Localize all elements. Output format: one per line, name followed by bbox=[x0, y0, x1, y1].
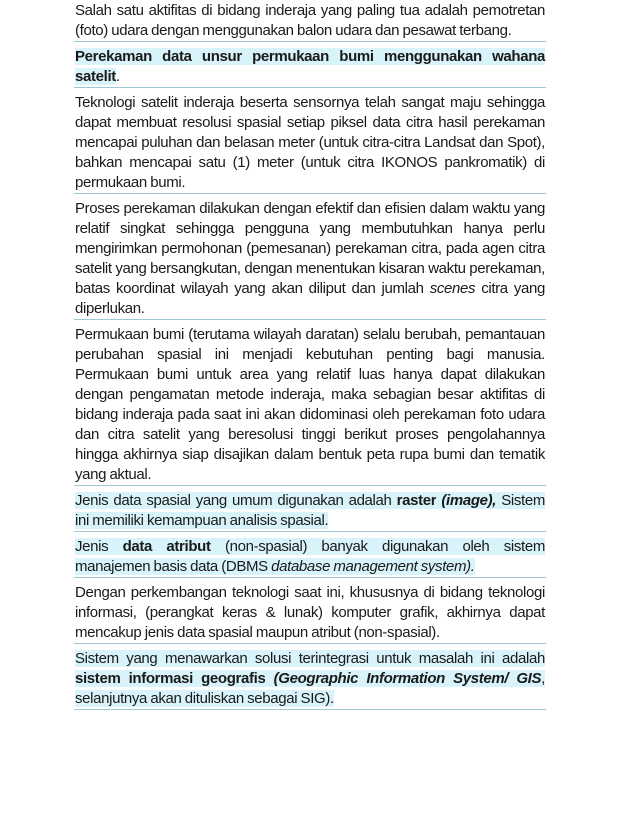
paragraph-text: Dengan perkembangan teknologi saat ini, khususnya di bidang teknologi informasi, (perangkat keras & lunak) komputer grafik, akhirnya dapat mencakup jenis data spasial maupun atribut (non-spasial). bbox=[75, 584, 545, 641]
paragraph-technology-development bbox=[74, 583, 546, 644]
paragraph-attribute-data bbox=[74, 537, 546, 578]
paragraph-text: , selanjutnya akan dituliskan sebagai SIG). bbox=[75, 670, 545, 707]
paragraph-gis-solution bbox=[74, 649, 546, 710]
paragraph-text: citra yang diperlukan. bbox=[75, 280, 545, 317]
paragraph-text: (non-spasial) banyak digunakan oleh sistem manajemen basis data (DBMS bbox=[75, 538, 545, 575]
paragraph-text: Teknologi satelit inderaja beserta sensornya telah sangat maju sehingga dapat membuat resolusi spasial setiap piksel data citra hasil perekaman mencapai puluhan dan belasan meter (untuk citra-citra Landsat dan Spot), bahkan mencapai satu (1) meter (untuk citra IKONOS pankromatik) di permukaan bumi. bbox=[75, 94, 545, 191]
italic-term: database management system). bbox=[271, 558, 475, 575]
document-page bbox=[74, 0, 546, 715]
paragraph-text bbox=[265, 670, 273, 687]
paragraph-text: Salah satu aktifitas di bidang inderaja yang paling tua adalah pemotretan (foto) udara dengan menggunakan balon udara dan pesawat terbang. bbox=[75, 2, 545, 39]
bold-term: raster bbox=[396, 492, 437, 509]
bold-term: sistem informasi geografis bbox=[75, 670, 266, 687]
paragraph-text: . bbox=[115, 68, 120, 85]
italic-term: scenes bbox=[429, 280, 476, 297]
paragraph-text: Sistem ini memiliki kemampuan analisis spasial. bbox=[75, 492, 545, 529]
paragraph-satellite-technology bbox=[74, 93, 546, 194]
paragraph-text: Permukaan bumi (terutama wilayah daratan) selalu berubah, pemantauan perubahan spasial ini menjadi kebutuhan penting bagi manusia. Permukaan bumi untuk area yang relatif luas hanya dapat dilakukan dengan pengamatan metode inderaja, maka sebagian besar aktifitas di bidang inderaja pada saat ini akan didominasi oleh perekaman foto udara dan citra satelit yang beresolusi tinggi berikut proses pengolahannya hingga akhirnya siap disajikan dalam bentuk peta rupa bumi dan tematik yang aktual. bbox=[75, 326, 545, 483]
paragraph-earth-surface-change bbox=[74, 325, 546, 486]
bold-term: data atribut bbox=[122, 538, 211, 555]
paragraph-satellite-recording bbox=[74, 47, 546, 88]
bold-italic-term: (Geographic Information System/ GIS bbox=[273, 670, 542, 687]
paragraph-text: Proses perekaman dilakukan dengan efektif dan efisien dalam waktu yang relatif singkat sehingga pengguna yang membutuhkan hanya perlu mengirimkan permohonan (pemesanan) perekaman citra, pada agen citra satelit yang bersangkutan, dengan menentukan kisaran waktu perekaman, batas koordinat wilayah yang akan diliput dan jumlah bbox=[75, 200, 545, 297]
paragraph-text: Sistem yang menawarkan solusi terintegrasi untuk masalah ini adalah bbox=[75, 650, 545, 667]
paragraph-recording-process bbox=[74, 199, 546, 320]
emphasized-heading-text: Perekaman data unsur permukaan bumi menggunakan wahana satelit bbox=[75, 48, 545, 85]
paragraph-balloon-photography bbox=[74, 0, 546, 42]
paragraph-text: Jenis data spasial yang umum digunakan adalah bbox=[75, 492, 397, 509]
paragraph-text: Jenis bbox=[75, 538, 123, 555]
bold-italic-term: (image), bbox=[441, 492, 497, 509]
paragraph-spatial-data-type bbox=[74, 491, 546, 532]
